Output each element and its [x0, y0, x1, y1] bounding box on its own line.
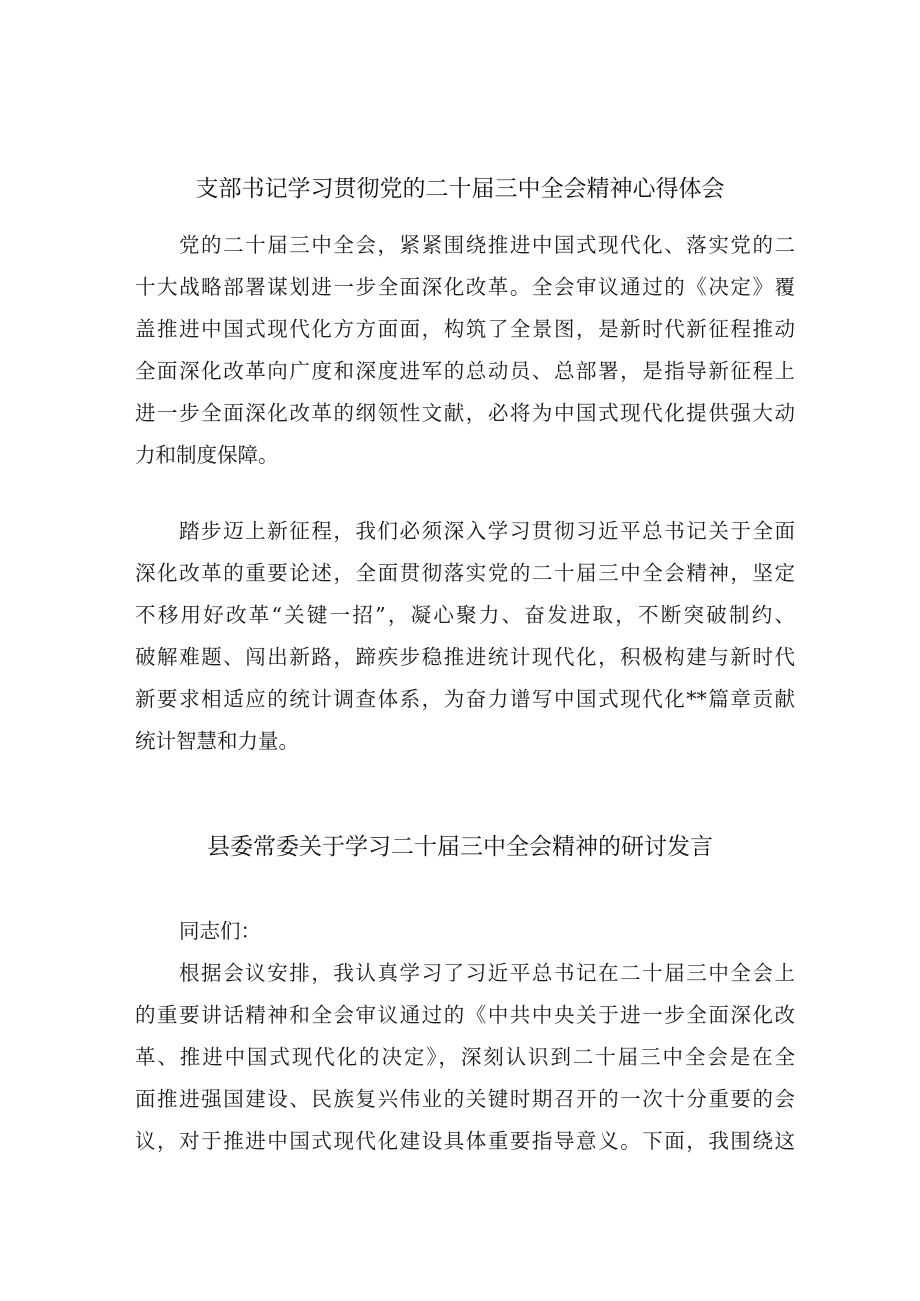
- article2-title: 县委常委关于学习二十届三中全会精神的研讨发言: [207, 834, 713, 860]
- text-line: 不移用好改革“关键一招”，凝心聚力、奋发进取，不断突破制约、: [135, 603, 795, 627]
- text-line: 深化改革的重要论述，全面贯彻落实党的二十届三中全会精神，坚定: [135, 561, 795, 585]
- article2-salutation: [135, 910, 795, 952]
- text-line: 面推进强国建设、民族复兴伟业的关键时期召开的一次十分重要的会: [135, 1087, 795, 1111]
- text-line: 破解难题、闯出新路，蹄疾步稳推进统计现代化，积极构建与新时代: [135, 645, 795, 669]
- text-line: 的重要讲话精神和全会审议通过的《中共中央关于进一步全面深化改: [135, 1003, 795, 1027]
- text-line: 议，对于推进中国式现代化建设具体重要指导意义。下面，我围绕这: [135, 1129, 795, 1153]
- article2-paragraph-1: [135, 952, 795, 1162]
- article1-paragraph-2: [135, 510, 795, 762]
- text-line: 踏步迈上新征程，我们必须深入学习贯彻习近平总书记关于全面: [179, 519, 795, 543]
- text-line: 党的二十届三中全会，紧紧围绕推进中国式现代化、落实党的二: [179, 233, 795, 257]
- text-line: 进一步全面深化改革的纲领性文献，必将为中国式现代化提供强大动: [135, 401, 795, 425]
- salutation-text: 同志们：: [179, 919, 261, 943]
- article1-paragraph-1: [135, 224, 795, 476]
- text-line: 革、推进中国式现代化的决定》，深刻认识到二十届三中全会是在全: [135, 1045, 795, 1069]
- text-line: 新要求相适应的统计调查体系，为奋力谱写中国式现代化**篇章贡献: [135, 687, 795, 711]
- text-line: 统计智慧和力量。: [135, 729, 299, 753]
- text-line: 力和制度保障。: [135, 443, 279, 467]
- text-line: 全面深化改革向广度和深度进军的总动员、总部署，是指导新征程上: [135, 359, 795, 383]
- article1-title: 支部书记学习贯彻党的二十届三中全会精神心得体会: [195, 176, 725, 202]
- text-line: 盖推进中国式现代化方方面面，构筑了全景图，是新时代新征程推动: [135, 317, 795, 341]
- text-line: 根据会议安排，我认真学习了习近平总书记在二十届三中全会上: [179, 961, 795, 985]
- text-line: 十大战略部署谋划进一步全面深化改革。全会审议通过的《决定》覆: [135, 275, 795, 299]
